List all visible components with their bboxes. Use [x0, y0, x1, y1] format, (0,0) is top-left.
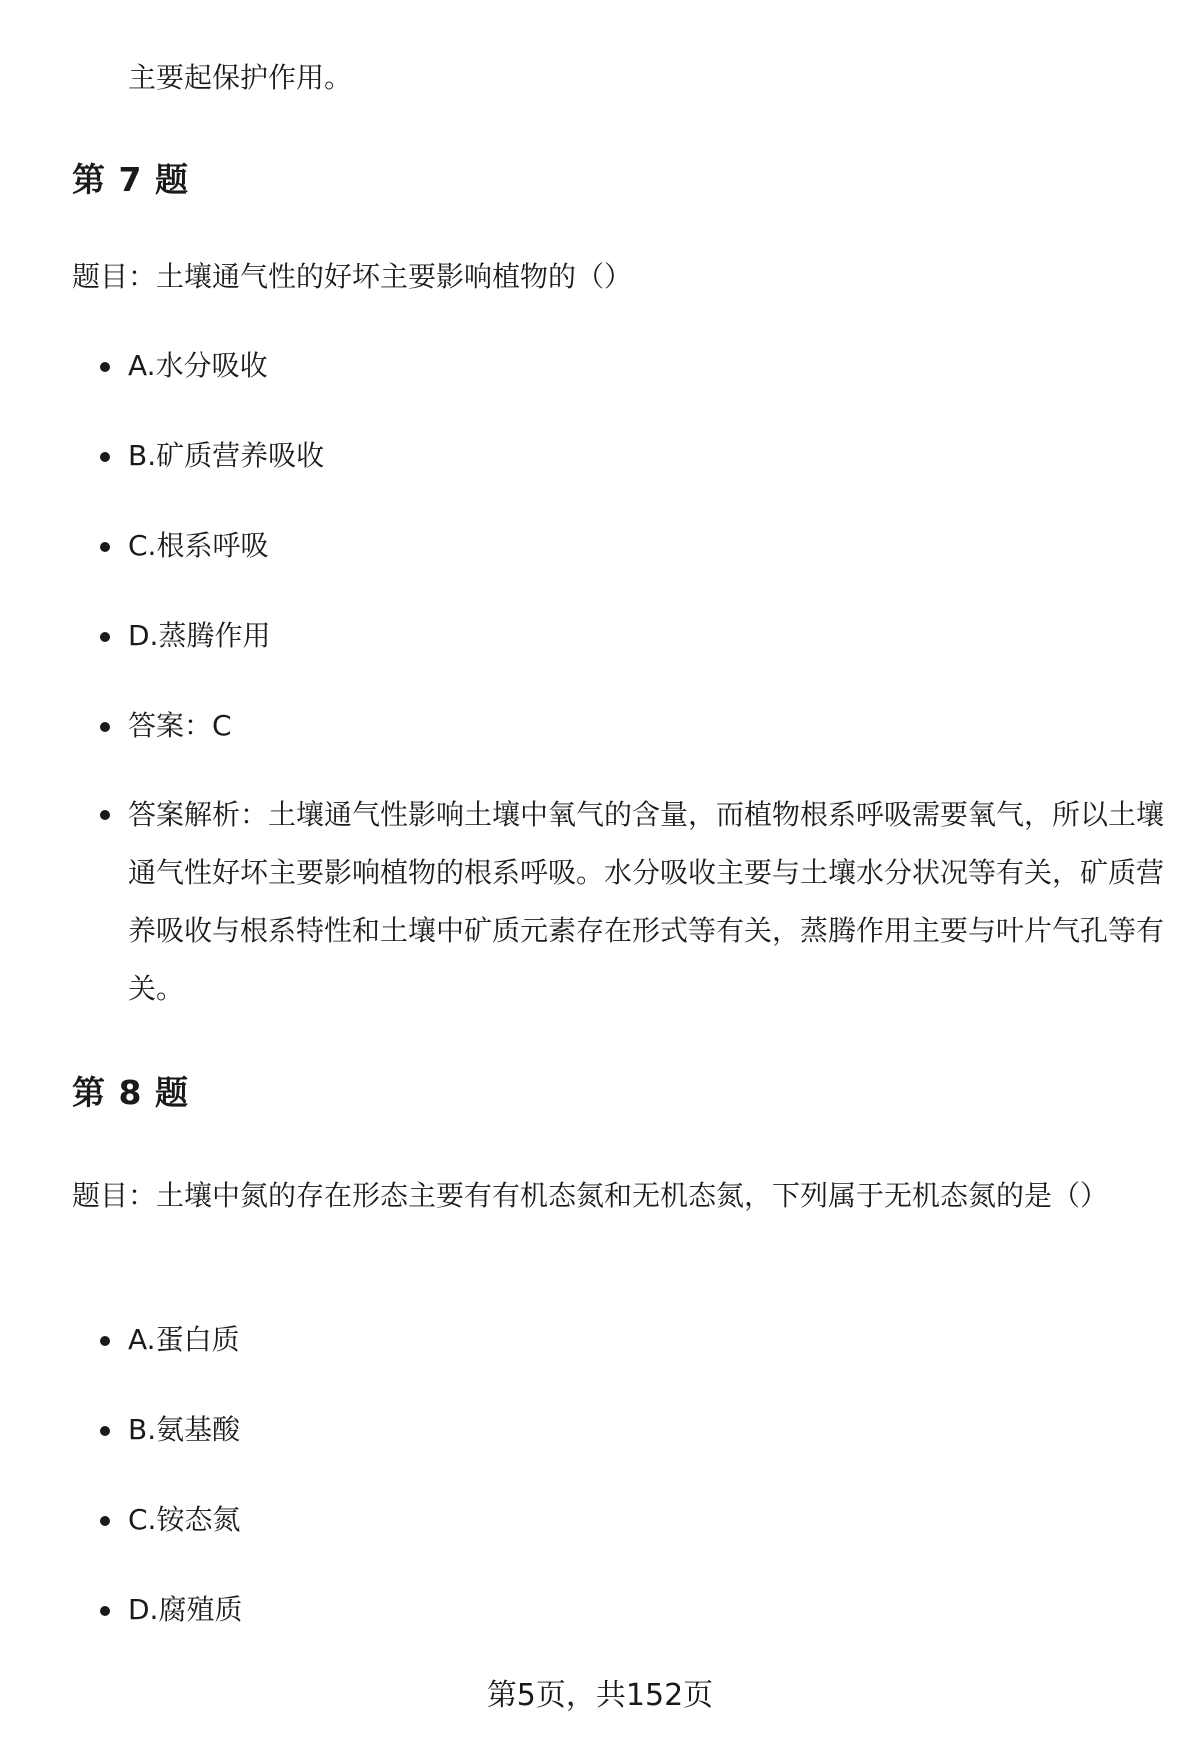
- question-7-option-a: [96, 348, 1178, 384]
- option-label: C.铵态氮: [128, 1503, 241, 1536]
- question-7-answer: [96, 708, 1178, 744]
- bullet-icon: [100, 1606, 110, 1616]
- bullet-icon: [100, 1336, 110, 1346]
- question-8-option-d: [96, 1592, 1178, 1628]
- option-label: A.水分吸收: [128, 349, 268, 382]
- bullet-icon: [100, 632, 110, 642]
- question-7-stem: 题目：土壤通气性的好坏主要影响植物的（）: [72, 260, 633, 293]
- bullet-icon: [100, 810, 110, 820]
- question-7-option-b: [96, 438, 1178, 474]
- bullet-icon: [100, 452, 110, 462]
- question-7-analysis: [96, 786, 1178, 1018]
- question-8-option-b: [96, 1412, 1178, 1448]
- question-8-stem: 题目：土壤中氮的存在形态主要有有机态氮和无机态氮，下列属于无机态氮的是（）: [72, 1179, 1109, 1212]
- bullet-icon: [100, 722, 110, 732]
- question-7-option-d: [96, 618, 1178, 654]
- analysis-text: 答案解析：土壤通气性影响土壤中氧气的含量，而植物根系呼吸需要氧气，所以土壤通气性好坏主要影响植物的根系呼吸。水分吸收主要与土壤水分状况等有关，矿质营养吸收与根系特性和土壤中矿质元素存在形式等有关，蒸腾作用主要与叶片气孔等有关。: [128, 798, 1165, 1005]
- page-number: 第5页，共152页: [486, 1678, 714, 1713]
- option-label: D.蒸腾作用: [128, 619, 271, 652]
- option-label: B.矿质营养吸收: [128, 439, 325, 472]
- option-label: D.腐殖质: [128, 1593, 243, 1626]
- question-7-heading: 第 7 题: [72, 160, 189, 199]
- option-label: C.根系呼吸: [128, 529, 269, 562]
- question-7-option-c: [96, 528, 1178, 564]
- bullet-icon: [100, 362, 110, 372]
- option-label: B.氨基酸: [128, 1413, 241, 1446]
- question-8-option-a: [96, 1322, 1178, 1358]
- option-label: A.蛋白质: [128, 1323, 240, 1356]
- carryover-text: 主要起保护作用。: [128, 61, 353, 94]
- bullet-icon: [100, 542, 110, 552]
- bullet-icon: [100, 1426, 110, 1436]
- question-8-heading: 第 8 题: [72, 1073, 189, 1112]
- bullet-icon: [100, 1516, 110, 1526]
- question-8-option-c: [96, 1502, 1178, 1538]
- answer-label: 答案：C: [128, 709, 232, 742]
